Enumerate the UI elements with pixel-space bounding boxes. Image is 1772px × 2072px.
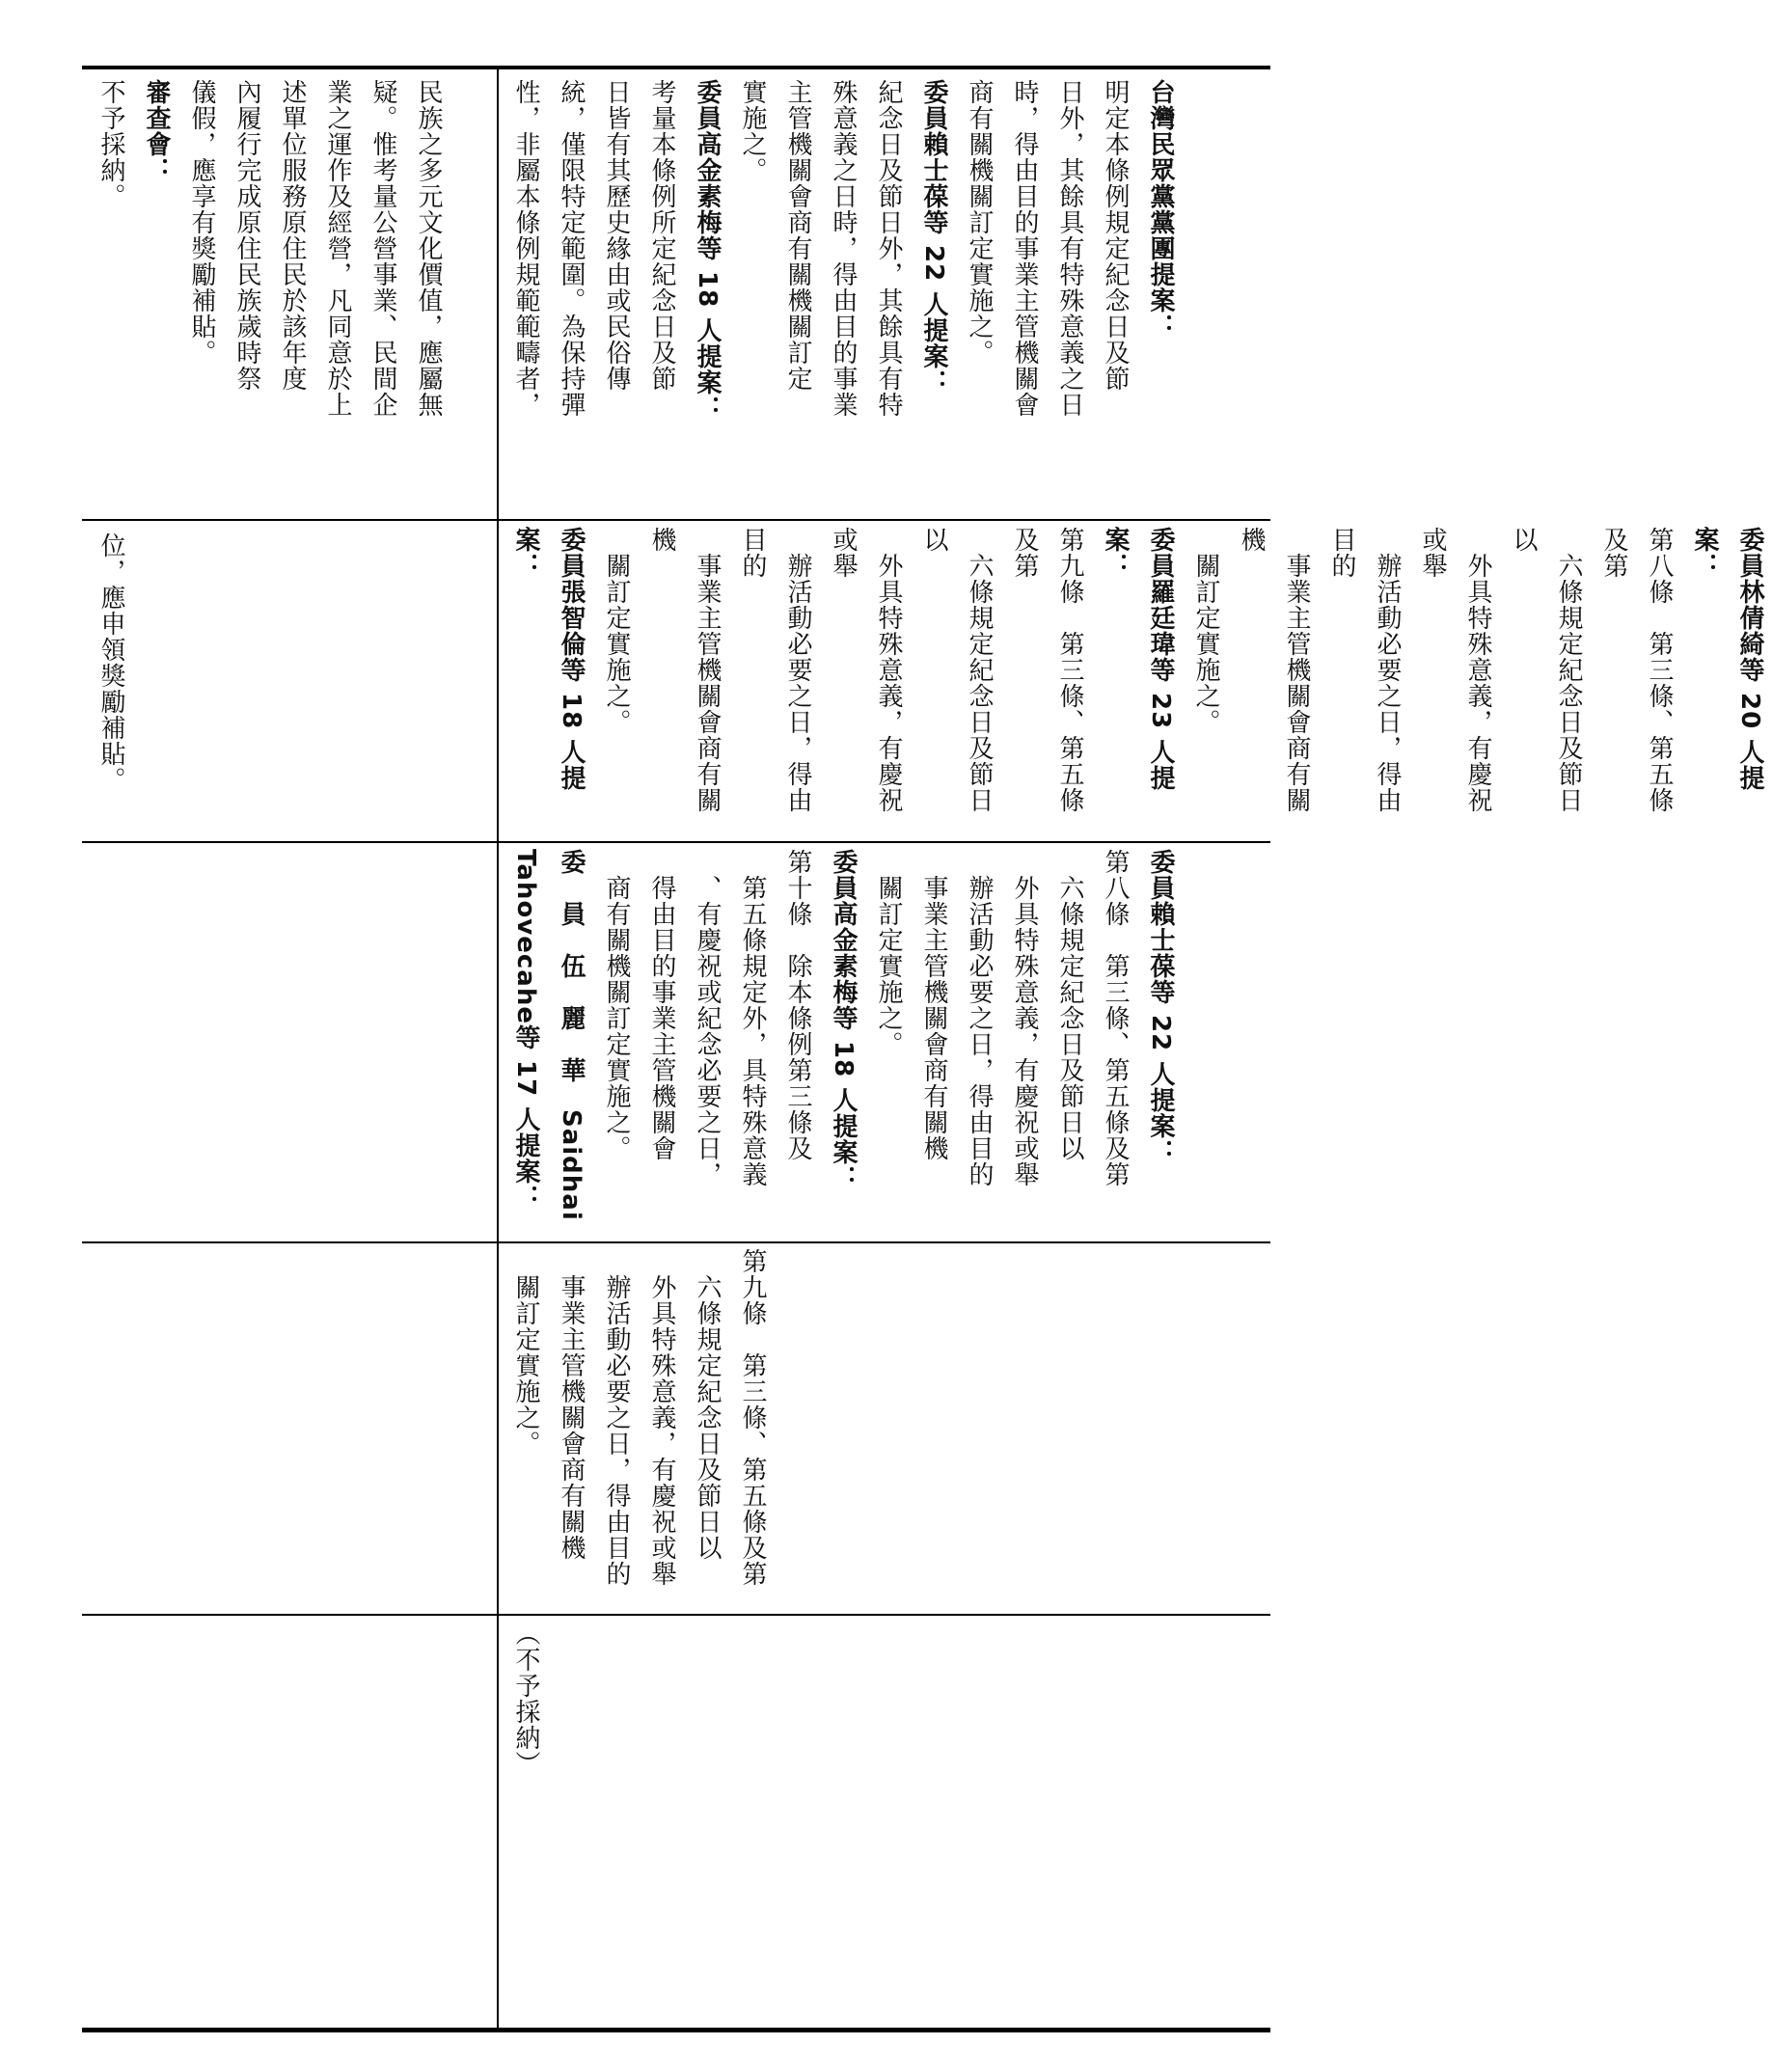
proposal-heading: 委員賴士葆等 22 人提案： [919,79,948,396]
column-separator-3 [82,1241,1270,1243]
cell-text [88,79,450,418]
cell-r1c1 [88,79,491,515]
text-line: 事業主管機關會商有關機 [647,527,722,813]
proposal-heading: 委 員 伍 麗 華 Saidhai [557,849,586,1221]
table-bottom-rule [82,2028,1270,2032]
text-line: 性，非屬本條例規範範疇者， [511,79,540,418]
text-line: 事業主管機關會商有關機 [557,1248,586,1561]
text-line: 得由目的事業主管機關會 [647,849,676,1161]
cell-r2c2 [503,527,1764,837]
column-separator-1 [82,519,1270,521]
text-line: 實施之。 [738,79,767,183]
text-line: 辦活動必要之日，得由目的 [602,1248,631,1587]
cell-text [503,849,1183,1221]
text-line: 外具特殊意義，有慶祝或舉 [829,527,903,813]
column-separator-2 [82,841,1270,843]
cell-r1c2 [88,532,491,837]
text-line: 第五條規定外，具特殊意義 [738,849,767,1187]
cell-text [503,527,1772,837]
text-line: 關訂定實施之。 [511,1248,540,1457]
text-line: 位，應申領獎勵補貼。 [96,532,125,793]
proposal-heading: 台灣民眾黨黨團提案： [1146,79,1175,340]
text-line: 、有慶祝或紀念必要之日， [693,849,722,1187]
column-separator-4 [82,1614,1270,1616]
proposal-heading: 委員羅廷瑋等 23 人提案： [1101,527,1175,792]
proposal-heading: 委員張智倫等 18 人提案： [511,527,586,792]
row-divider [497,66,499,2031]
text-line: 第八條 第三條、第五條及第 [1599,527,1674,813]
text-line: 關訂定實施之。 [1191,527,1220,735]
text-line: （不予採納） [511,1621,540,1777]
text-line: 商有關機關訂定實施之。 [602,849,631,1161]
text-line: 外具特殊意義，有慶祝或舉 [1418,527,1492,813]
text-line: 第八條 第三條、第五條及第 [1101,849,1130,1187]
cell-r2c5 [503,1621,1265,2024]
text-line: 商有關機關訂定實施之。 [965,79,994,366]
text-line: 辦活動必要之日，得由目的 [1327,527,1402,813]
text-line: 第九條 第三條、第五條及第 [738,1248,767,1587]
text-line: 辦活動必要之日，得由目的 [965,849,994,1187]
text-line: 關訂定實施之。 [874,849,903,1057]
text-line: 外具特殊意義，有慶祝或舉 [647,1248,676,1587]
comparison-table [82,66,1764,2033]
text-line: 儀假，應享有獎勵補貼。 [187,79,216,366]
cell-text [503,79,1183,422]
text-line: 事業主管機關會商有關機 [919,849,948,1161]
text-line: 六條規定紀念日及節日以 [1055,849,1084,1161]
text-line: 民族之多元文化價值，應屬無 [414,79,443,418]
proposal-heading: Tahovecahe等 17 人提案： [511,849,540,1212]
text-line: 統，僅限特定範圍。為保持彈 [557,79,586,418]
text-line: 日外，其餘具有特殊意義之日 [1055,79,1084,418]
proposal-heading: 審查會： [142,79,171,183]
proposal-heading: 委員林倩綺等 20 人提案： [1690,527,1764,792]
text-line: 業之運作及經營，凡同意於上 [323,79,352,418]
text-line: 內履行完成原住民族歲時祭 [232,79,261,392]
cell-r2c3 [503,849,1265,1239]
table-top-rule [82,66,1270,69]
text-line: 時，得由目的事業主管機關會 [1010,79,1039,418]
text-line: 主管機關會商有關機關訂定 [783,79,812,392]
proposal-heading: 委員高金素梅等 18 人提案： [693,79,722,423]
proposal-heading: 委員高金素梅等 18 人提案： [829,849,858,1192]
cell-text [503,1248,775,1587]
text-line: 外具特殊意義，有慶祝或舉 [1010,849,1039,1187]
text-line: 第九條 第三條、第五條及第 [1010,527,1084,813]
text-line: 疑。惟考量公營事業、民間企 [368,79,397,418]
cell-text [503,1621,548,1777]
text-line: 紀念日及節日外，其餘具有特 [874,79,903,418]
text-line: 日皆有其歷史緣由或民俗傳 [602,79,631,392]
text-line: 述單位服務原住民於該年度 [278,79,307,392]
cell-r2c1 [503,79,1265,515]
text-line: 六條規定紀念日及節日以 [1509,527,1583,813]
text-line: 不予採納。 [96,79,125,209]
text-line: 考量本條例所定紀念日及節 [647,79,676,392]
text-line: 明定本條例規定紀念日及節 [1101,79,1130,392]
text-line: 六條規定紀念日及節日以 [919,527,994,813]
text-line: 六條規定紀念日及節日以 [693,1248,722,1561]
cell-r2c4 [503,1248,1265,1611]
text-line: 殊意義之日時，得由目的事業 [829,79,858,418]
text-line: 關訂定實施之。 [602,527,631,735]
text-line: 第十條 除本條例第三條及 [783,849,812,1161]
cell-text [88,532,133,793]
proposal-heading: 委員賴士葆等 22 人提案： [1146,849,1175,1166]
text-line: 辦活動必要之日，得由目的 [738,527,812,813]
text-line: 事業主管機關會商有關機 [1237,527,1311,813]
